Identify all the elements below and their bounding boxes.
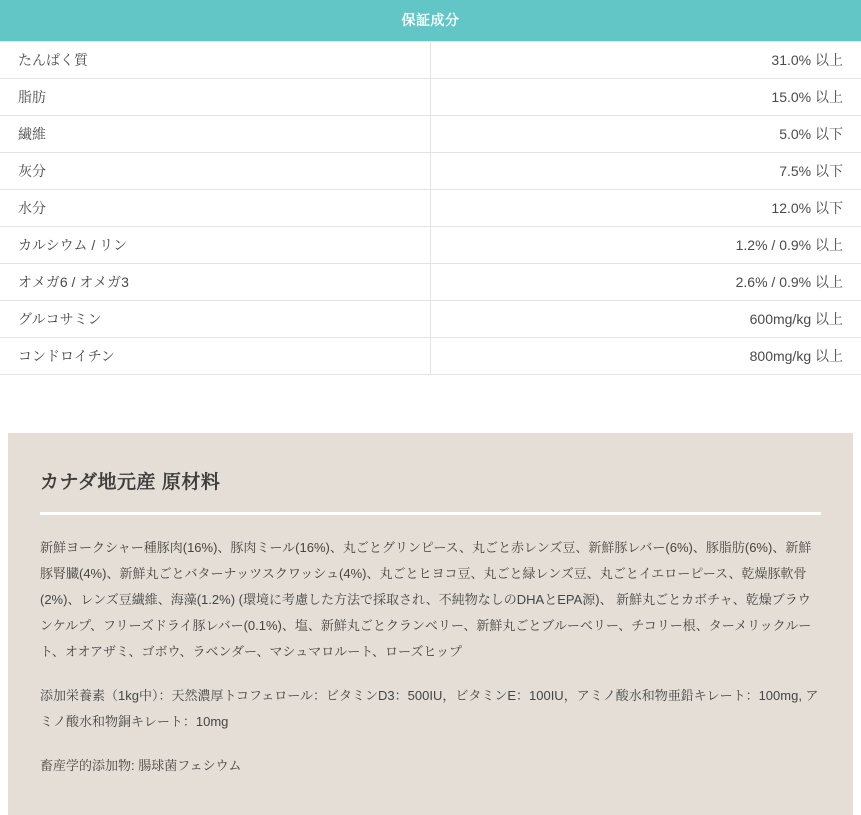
- row-label: 灰分: [0, 153, 431, 190]
- ingredients-panel: [8, 433, 853, 815]
- table-header: [0, 0, 861, 42]
- table-row: [0, 42, 861, 79]
- table-row: [0, 153, 861, 190]
- row-value: 600mg/kg 以上: [431, 301, 861, 338]
- row-label: 繊維: [0, 116, 431, 153]
- row-value: 5.0% 以下: [431, 116, 861, 153]
- table-row: [0, 338, 861, 375]
- row-value: 31.0% 以上: [431, 42, 861, 79]
- table-row: [0, 190, 861, 227]
- table-row: [0, 227, 861, 264]
- table-header-title: 保証成分: [0, 0, 861, 42]
- row-label: オメガ6 / オメガ3: [0, 264, 431, 301]
- ingredients-body: [40, 535, 821, 779]
- zootechnical-additives-paragraph: 畜産学的添加物: 腸球菌フェシウム: [40, 753, 821, 779]
- row-label: たんぱく質: [0, 42, 431, 79]
- table-body: [0, 42, 861, 375]
- row-label: 水分: [0, 190, 431, 227]
- ingredients-title: カナダ地元産 原材料: [40, 467, 821, 494]
- row-value: 800mg/kg 以上: [431, 338, 861, 375]
- row-label: 脂肪: [0, 79, 431, 116]
- table-row: [0, 116, 861, 153]
- row-label: カルシウム / リン: [0, 227, 431, 264]
- row-value: 15.0% 以上: [431, 79, 861, 116]
- row-value: 2.6% / 0.9% 以上: [431, 264, 861, 301]
- table-row: [0, 264, 861, 301]
- guaranteed-analysis-table: [0, 0, 861, 375]
- row-value: 7.5% 以下: [431, 153, 861, 190]
- title-divider: [40, 512, 821, 515]
- row-label: コンドロイチン: [0, 338, 431, 375]
- row-value: 1.2% / 0.9% 以上: [431, 227, 861, 264]
- table-header-row: [0, 0, 861, 42]
- row-value: 12.0% 以下: [431, 190, 861, 227]
- table-row: [0, 301, 861, 338]
- ingredients-list-paragraph: 新鮮ヨークシャー種豚肉(16%)、豚肉ミール(16%)、丸ごとグリンピース、丸ごと赤レンズ豆、新鮮豚レバー(6%)、豚脂肪(6%)、新鮮豚腎臓(4%)、新鮮丸ごとバターナッツスクワッシュ(4%)、丸ごとヒヨコ豆、丸ごと緑レンズ豆、丸ごとイエローピース、乾燥豚軟骨(2%)、レンズ豆繊維、海藻(1.2%) (環境に考慮した方法で採取され、不純物なしのDHAとEPA源)、 新鮮丸ごとカボチャ、乾燥ブラウンケルプ、フリーズドライ豚レバー(0.1%)、塩、新鮮丸ごとクランベリー、新鮮丸ごとブルーベリー、チコリー根、ターメリックルート、オオアザミ、ゴボウ、ラベンダー、マシュマロルート、ローズヒップ: [40, 535, 821, 665]
- row-label: グルコサミン: [0, 301, 431, 338]
- added-nutrients-paragraph: 添加栄養素（1kg中）：天然濃厚トコフェロール：ビタミンD3：500IU，ビタミンE：100IU，アミノ酸水和物亜鉛キレート：100mg, アミノ酸水和物銅キレート：10mg: [40, 683, 821, 735]
- table-row: [0, 79, 861, 116]
